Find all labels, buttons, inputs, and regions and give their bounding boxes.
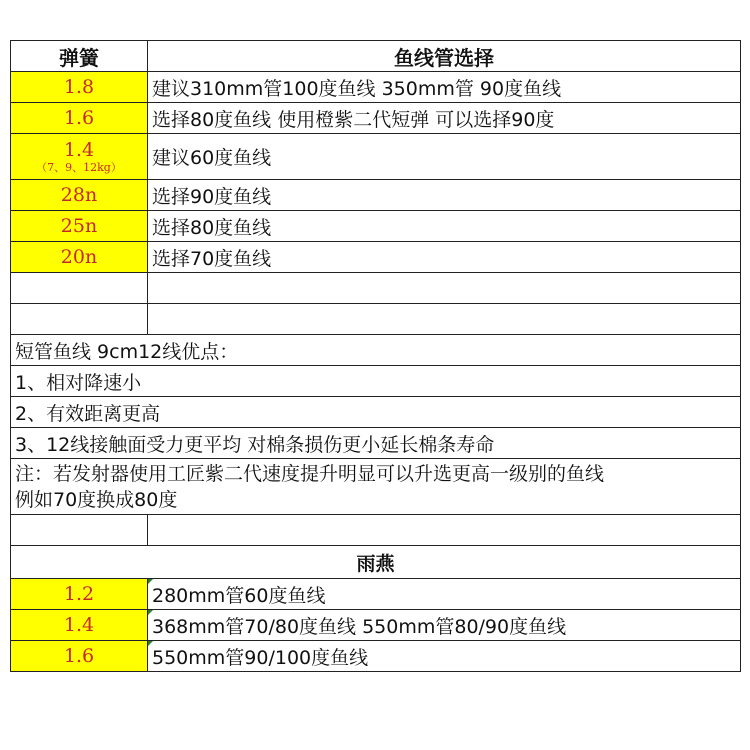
table-row: [11, 72, 741, 103]
spreadsheet-table: [10, 40, 741, 672]
notes-point[interactable]: 3、12线接触面受力更平均 对棉条损伤更小延长棉条寿命: [11, 428, 741, 459]
header-line-choice[interactable]: 鱼线管选择: [148, 41, 741, 72]
spring-cell[interactable]: 1.6: [11, 641, 148, 672]
notes-title-row: [11, 335, 741, 366]
recommendation-cell[interactable]: 选择90度鱼线: [148, 180, 741, 211]
empty-cell[interactable]: [11, 304, 148, 335]
notes-title[interactable]: 短管鱼线 9cm12线优点：: [11, 335, 741, 366]
notes-point[interactable]: 1、相对降速小: [11, 366, 741, 397]
spring-cell[interactable]: 1.6: [11, 103, 148, 134]
spring-cell[interactable]: 25n: [11, 211, 148, 242]
table-header-row: [11, 41, 741, 72]
table-row: [11, 134, 741, 180]
header-spring[interactable]: 弹簧: [11, 41, 148, 72]
spring-cell[interactable]: 28n: [11, 180, 148, 211]
empty-cell[interactable]: [11, 515, 148, 546]
empty-row: [11, 273, 741, 304]
recommendation-cell[interactable]: 550mm管90/100度鱼线: [148, 641, 741, 672]
empty-row: [11, 515, 741, 546]
empty-row: [11, 304, 741, 335]
table-row: [11, 103, 741, 134]
table-row: [11, 211, 741, 242]
notes-point[interactable]: 2、有效距离更高: [11, 397, 741, 428]
recommendation-cell[interactable]: 选择80度鱼线 使用橙紫二代短弹 可以选择90度: [148, 103, 741, 134]
table-row: [11, 180, 741, 211]
spring-cell[interactable]: 1.4: [11, 610, 148, 641]
spring-cell[interactable]: [11, 134, 148, 180]
recommendation-cell[interactable]: 368mm管70/80度鱼线 550mm管80/90度鱼线: [148, 610, 741, 641]
empty-cell[interactable]: [148, 515, 741, 546]
section-header-row: [11, 546, 741, 579]
note-line: 注：若发射器使用工匠紫二代速度提升明显可以升选更高一级别的鱼线: [15, 462, 605, 485]
empty-cell[interactable]: [148, 304, 741, 335]
spring-value: 1.4: [63, 139, 95, 161]
recommendation-cell[interactable]: 建议310mm管100度鱼线 350mm管 90度鱼线: [148, 72, 741, 103]
note-line: 例如70度换成80度: [15, 488, 178, 511]
recommendation-cell[interactable]: 选择80度鱼线: [148, 211, 741, 242]
recommendation-cell[interactable]: 选择70度鱼线: [148, 242, 741, 273]
empty-cell[interactable]: [148, 273, 741, 304]
spring-cell[interactable]: 20n: [11, 242, 148, 273]
table-row: [11, 242, 741, 273]
table-row: [11, 610, 741, 641]
notes-point-row: [11, 397, 741, 428]
note-row: [11, 459, 741, 515]
notes-point-row: [11, 366, 741, 397]
recommendation-cell[interactable]: 建议60度鱼线: [148, 134, 741, 180]
spring-cell[interactable]: 1.8: [11, 72, 148, 103]
empty-cell[interactable]: [11, 273, 148, 304]
spring-cell[interactable]: 1.2: [11, 579, 148, 610]
notes-point-row: [11, 428, 741, 459]
table-row: [11, 579, 741, 610]
spring-weights: （7、9、12kg）: [36, 161, 122, 174]
section-title[interactable]: 雨燕: [11, 546, 741, 579]
table-row: [11, 641, 741, 672]
note-cell[interactable]: [11, 459, 741, 515]
recommendation-cell[interactable]: 280mm管60度鱼线: [148, 579, 741, 610]
